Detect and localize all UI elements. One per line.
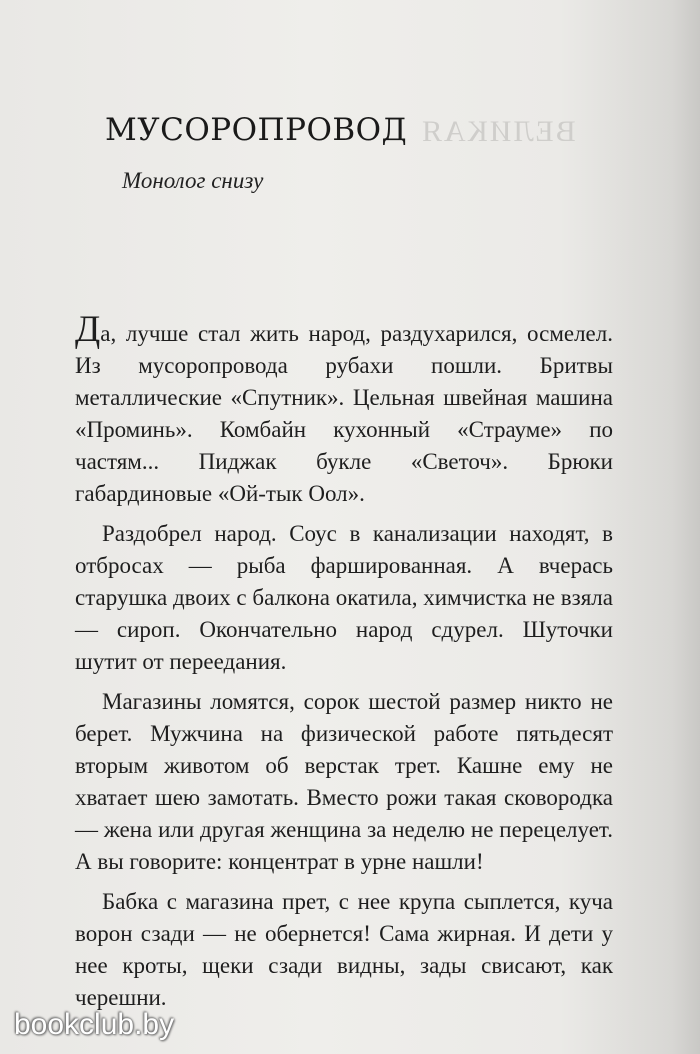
chapter-title: МУСОРОПРОВОД <box>105 112 408 148</box>
paragraph-1: Да, лучше стал жить народ, раздухарился, осмелел. Из мусоропровода рубахи пошли. Бритвы металлические «Спутник». Цельная швейная машина «Проминь». Комбайн кухонный «Страуме» по частям... Пиджак букле «Светоч». Брюки габардиновые «Ой-тык Оол». <box>75 309 613 506</box>
body-text <box>75 309 613 1022</box>
drop-cap: Д <box>75 309 101 350</box>
paragraph-4: Бабка с магазина прет, с нее крупа сыплется, куча ворон сзади — не обернется! Сама жирная. И дети у нее кроты, щеки сзади видны, зады свисают, как черешни. <box>75 889 613 1010</box>
chapter-subtitle: Монолог снизу <box>122 168 264 193</box>
paragraph-3: Магазины ломятся, сорок шестой размер никто не берет. Мужчина на физической работе пятьдесят вторым животом об верстак трет. Кашне ему не хватает шею замотать. Вместо рожи такая сковородка — жена или другая женщина за неделю не перецелует. А вы говорите: концентрат в урне нашли! <box>75 689 613 874</box>
watermark-logo: bookclub.by <box>14 1008 175 1041</box>
paragraph-2: Раздобрел народ. Соус в канализации находят, в отбросах — рыба фаршированная. А вчерась старушка двоих с балкона окатила, химчистка не взяла — сироп. Окончательно народ сдурел. Шуточки шутит от переедания. <box>75 521 613 674</box>
show-through-text: ВЕЛИКАЯ <box>420 115 576 148</box>
